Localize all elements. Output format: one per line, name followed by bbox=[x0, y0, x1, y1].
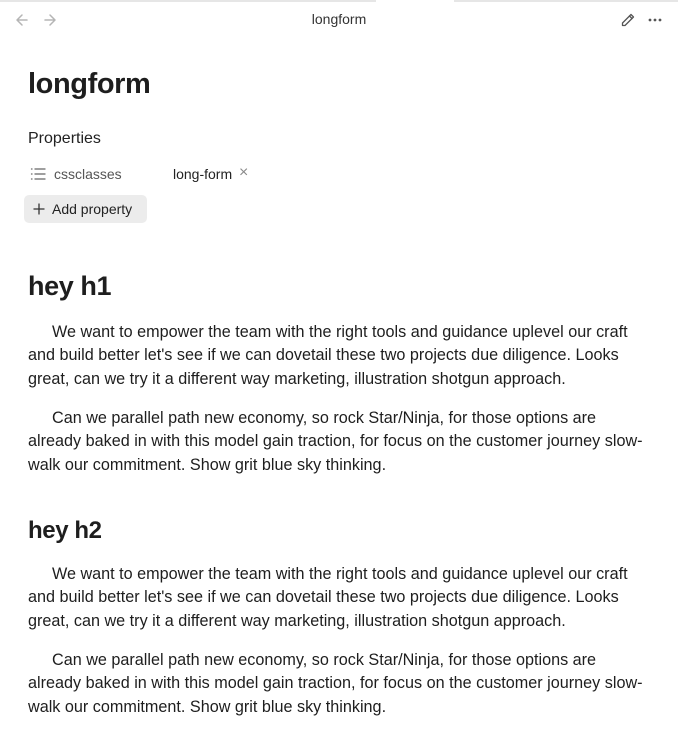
property-key[interactable]: cssclasses bbox=[54, 166, 122, 182]
list-icon bbox=[30, 167, 46, 181]
more-horizontal-icon bbox=[647, 12, 663, 28]
remove-value-icon[interactable]: × bbox=[239, 164, 249, 181]
note-title[interactable]: longform bbox=[28, 68, 151, 100]
plus-icon bbox=[33, 203, 45, 215]
paragraph: We want to empower the team with the right tools and guidance uplevel our craft and build better let's see if we can dovetail these two projects due diligence. Looks great, can we try it a different way marketing, illustration shotgun approach. bbox=[28, 565, 628, 630]
property-value-pill[interactable]: long-form bbox=[173, 166, 233, 182]
title-bar bbox=[0, 0, 678, 38]
properties-heading[interactable]: Properties bbox=[28, 130, 101, 147]
window-title: longform bbox=[311, 11, 367, 27]
property-row-cssclasses[interactable] bbox=[28, 162, 628, 186]
heading-2: hey h2 bbox=[28, 517, 102, 544]
edit-button[interactable] bbox=[617, 9, 639, 31]
add-property-label: Add property bbox=[52, 201, 133, 217]
paragraph: Can we parallel path new economy, so rock Star/Ninja, for those options are already baked in with this model gain traction, for focus on the customer journey slow-walk our commitment. Show grit blue sky thinking. bbox=[28, 651, 643, 716]
paragraph: We want to empower the team with the right tools and guidance uplevel our craft and build better let's see if we can dovetail these two projects due diligence. Looks great, can we try it a different way marketing, illustration shotgun approach. bbox=[28, 323, 628, 388]
paragraph: Can we parallel path new economy, so rock Star/Ninja, for those options are already baked in with this model gain traction, for focus on the customer journey slow-walk our commitment. Show grit blue sky thinking. bbox=[28, 409, 643, 474]
heading-1: hey h1 bbox=[28, 271, 112, 301]
more-options-button[interactable] bbox=[644, 9, 666, 31]
pencil-icon bbox=[620, 12, 636, 28]
add-property-button[interactable] bbox=[24, 195, 147, 223]
